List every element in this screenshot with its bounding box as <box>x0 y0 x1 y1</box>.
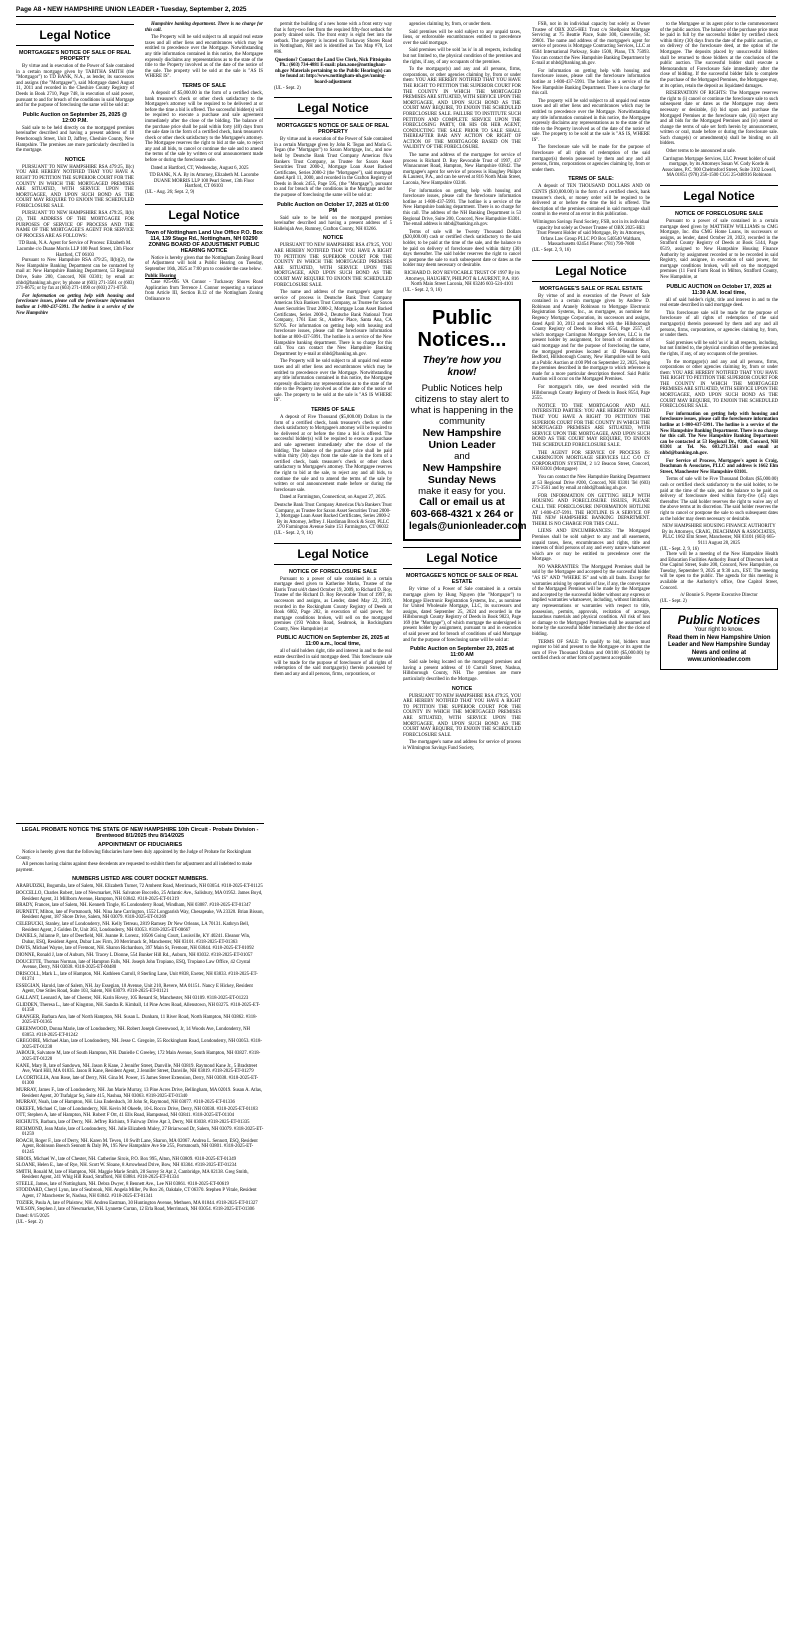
notice-subheading: NOTICE <box>322 235 344 242</box>
notice-paragraph: Said premises will be sold 'as is' in all respects, including but not limited to, the physical condition of the premises and the rights, if any, of any occupants of the premises. <box>403 48 521 65</box>
column-4 <box>403 22 527 754</box>
probate-entry: JABOUR, Salvatore M, late of South Hampton, NH. Danielle C Greeley, 172 Main Avenue, South Hampton, NH 03827. #318-2025-ET-01228 <box>16 1051 261 1062</box>
notice-heading: Town of Nottingham Land Use Office P.O. Box 114, 139 Stage Rd., Nottingham, NH 03290 ZONING BOARD OF ADJUSTMENT PUBLIC HEARING NOTICE <box>145 229 263 254</box>
notice-paragraph: To the mortgagor(s) and any and all persons, firms, corporations or other agencies claiming by, from or under them: YOU ARE HEREBY NOTIFIED THAT YOU HAVE THE RIGHT TO PETITION THE SUPERIOR COURT FOR THE COUNTY IN WHICH THE MORTGAGED PREMISES ARE SITUATED, WITH SERVICE UPON THE MORTGAGEE, AND UPON SUCH BOND AS THE COURT MAY REQUIRE, TO ENJOIN THE SCHEDULED FORECLOSURE SALE. <box>660 359 778 410</box>
notice-paragraph: NOTICE TO THE MORTGAGOR AND ALL INTERESTED PARTIES: YOU ARE HEREBY NOTIFIED THAT YOU HAVE A RIGHT TO PETITION THE SUPERIOR COURT FOR THE COUNTY IN WHICH THE MORTGAGED PREMISES ARE SITUATED, WITH SERVICE UPON THE MORTGAGEE, AND UPON SUCH BOND AS THE COURT MAY REQUIRE, TO ENJOIN THE SCHEDULED FORECLOSURE SALE. <box>532 403 650 448</box>
notice-paragraph: The name and address of the mortgagee's agent for service of process is Deutsche Bank Trust Company Americas f/k/a Bankers Trust Company, as Trustee for Saxon Asset Securities Trust 2000-2, Mortgage Loan Asset Backed Certificates, Series 2000-2, Deutsche Bank National Trust Company, 1761 East St., Andrew Place, Santa Ana, CA 92705. For information on getting help with housing and foreclosure issues, please call the foreclosure information hotline at 800-437-5991. The hotline is a service of the New Hampshire banking department. There is no charge for this call. You can contact the New Hampshire Banking Department by e-mail at nhbd@banking.nh.gov. <box>274 290 392 357</box>
notice-paragraph: THE AGENT FOR SERVICE OF PROCESS IS: CARRINGTON MORTGAGE SERVICES LLC C/O CT CORPORATION SYSTEM, 2 1/2 Beacon Street, Concord, NH 03301 (Mortgagee) <box>532 450 650 473</box>
probate-entry: OKEEFE, Michael C, late of Londonderry, NH. Kevin M Okeefe, 10-L Rocco Drive, Derry, NH 03038. #318-2025-ET-01183 <box>16 1106 258 1112</box>
auction-heading: Public Auction on October 17, 2025 at 01:00 PM <box>277 201 389 214</box>
notice-paragraph: By virtue of and in execution of the Power of Sale contained in a certain mortgage given by Andrew D. Robinson and Aranely Robinson to Mortgage Electronic Registration Systems, Inc., as mortgagee, as nominee for Regency Mortgage Corporation, its successors and assigns, dated April 30, 2013 and recorded with the Hillsborough County Registry of Deeds in Book 8554, Page 2557, of which mortgage Carrington Mortgage Services, LLC is the present holder by assignment, for breach of conditions of said mortgage and for the purpose of foreclosing the same, the mortgaged premises located at 42 Pheasant Run, Bedford, Hillsborough County, New Hampshire will be sold at a Public Auction at 4:00 PM on September 22, 2025, being the premises described in the mortgage to which reference is made for a more particular description thereof. Said Public Auction will occur on the Mortgaged Premises. <box>532 293 650 383</box>
notice-heading: MORTGAGEE'S SALE OF REAL ESTATE <box>539 285 643 292</box>
signature-block: Wilmington Savings Fund Society, FSB, not in its individual capacity but solely as Owner Trustee of OBX 2025-HE1 Trust Present Holder of said Mortgage, By its Attorneys, Orlans Law Group PLLC PO Box 540540 Waltham, Massachusetts 02454 Phone: (781) 790-7800 <box>532 220 650 248</box>
notice-paragraph: For information on getting help with housing and foreclosure issues, please call the foreclosure information hotline at 1-800-437-5991. The hotline is a service of the New Hampshire Banking Department. There is no charge for this call. The New Hampshire Banking Department can be contacted at 53 Regional Dr., #200, Concord, NH 03301 at Tel. No. 603.271.3561 and email at nhbd@banking.nh.gov. <box>660 411 778 456</box>
probate-entry: STEELE, James, late of Nottingham, NH. Debra Dwyer, 8 Bennett Ave., Lee NH 03861. #318-2025-ET-00619 <box>16 1181 229 1187</box>
notice-paragraph: The Property will be sold subject to all unpaid real estate taxes and all other liens and encumbrances which may be entitled to precedence over the Mortgage. Notwithstanding any title information contained in this notice, the Mortgagee expressly disclaims any representations as to the state of the title to the Property involved as of the date of the notice of the sale. The property will be sold at the sale is "AS IS WHERE IS". <box>145 35 263 80</box>
promo-title: Public Notices... <box>417 307 507 352</box>
probate-entry: BURNETT, Milton, late of Portsmouth, NH. Nina Jane Carrington, 1552 Longparish Way, Chesapeake, VA 23320. Brian Bisson, Resident Agent, 187 Shore Drive, Salem, NH 03079. #318-2025-ET-01269 <box>16 909 264 921</box>
notice-paragraph: PURSUANT TO NEW HAMPSHIRE RSA 479:25, II(b)(2), THE ADDRESS OF THE MORTGAGEE FOR PURPOSES OF SERVICE OF PROCESS AND THE NAME OF THE MORTGAGEE'S AGENT FOR SERVICE OF PROCESS ARE AS FOLLOWS: <box>16 211 134 239</box>
promo-title: Public Notices <box>677 613 761 628</box>
notice-paragraph: The name and address of the mortgagee for service of process is Richard D. Roy Revocable Trust of 1997, 437 Winnacunnet Road, Hampton, New Hampshire 03842. The mortgagee's agent for service of process is Haughey Philpot & Laurent, P.A., and can be served at 816 North Main Street, Laconia, New Hampshire 03246. <box>403 153 521 187</box>
promo-make: make it easy for you. <box>418 486 506 498</box>
notice-paragraph: For information on getting help with housing and foreclosure issues, please call the foreclosure information hotline at 1-800-437-5991. The hotline is a service of the New Hampshire banking department. There is no charge for this call. The address of the NH Banking Department is 53 Regional Drive, Suite 200, Concord, New Hampshire 03301. The email address is nhbd@banking.nh.gov. <box>403 188 521 228</box>
legal-notice-title: Legal Notice <box>16 24 134 46</box>
publication-dates: (UL - Sept. 2, 9, 16) <box>274 530 313 536</box>
notice-paragraph: TERMS OF SALE: To qualify to bid, bidders must register to bid and present to the Mortgagee or its agent the sum of Five Thousand Dollars and 00/100 ($5,000.00) by certified check or other form of payment acceptable <box>532 639 650 662</box>
notice-paragraph: FSB, not in its individual capacity but solely as Owner Trustee of OBX 2025-HE1 Trust c/o Shellpoint Mortgage Servicing at 75 Beattie Place, Suite 300, Greenville, SC 29601. The name and address of the mortgagee's agent for service of process is Mortgage Contracting Services, LLC at 6504 International Parkway, Suite 1500, Plano, TX 75093. You can contact the New Hampshire Banking Department by E-mail at nhbd@banking.nh.gov. <box>532 22 650 67</box>
probate-entry: GLIDDEN, Theresa L., late of Kingston, NH. Sandra R. Kimball, 14 Pine Acres Road, Allenstown, NH 03275. #318-2025-ET-01358 <box>16 1002 260 1014</box>
public-notices-promo <box>403 299 527 541</box>
legal-notice-title: Legal Notice <box>274 97 392 119</box>
probate-entry: RICHIUTS, Barbara, late of Derry, NH. Jeffrey Richiuts, 9 Fairway Drive Apt 3, Derry, NH 03038. #318-2025-ET-01335 <box>16 1119 250 1125</box>
notice-paragraph: Said sale being located on the mortgaged premises and having a present address of 10 Carroll Street, Nashua, Hillsborough County, NH. The premises are more particularly described in the Mortgage. <box>403 660 521 683</box>
publication-dates: (UL - Sept. 2, 9, 16) <box>532 247 571 253</box>
notice-heading: NOTICE OF FORECLOSURE SALE <box>288 568 378 575</box>
notice-paragraph: Terms of sale will be Twenty Thousand Dollars ($20,000.00) cash or certified check satisfactory to the said holder, to be paid at the time of the sale, and the balance to be paid on delivery of foreclosure deed within thirty (30) days thereafter. The said holder reserves the right to cancel or postpone the sale to such subsequent date or dates as the holder may deem necessary or desirable. <box>403 229 521 269</box>
promo-publication: New Hampshire Sunday News <box>422 462 502 487</box>
signature-block: RICHARD D. ROY REVOCABLE TRUST OF 1997 By its Attorneys, HAUGHEY, PHILPOT & LAURENT, P.A. 816 North Main Street Laconia, NH 03246 603-524-4101 <box>404 270 520 288</box>
probate-subheading: NUMBERS LISTED ARE COURT DOCKET NUMBERS. <box>72 876 208 883</box>
column-1 <box>16 22 134 318</box>
probate-entry: RICHMOND, Jean Marie, late of Londonderry, NH. Julie Elizabeth Muley, 27 Briarwood Dr, Salem, NH 03079. #318-2025-ET-01259 <box>16 1126 264 1138</box>
notice-paragraph: all of said holder's right, title and interest in and to the real estate described in said mortgage deed. <box>660 297 778 309</box>
column-2 <box>145 22 263 304</box>
probate-entry: SLOANE, Helen E., late of Rye, NH. Scott W. Sloane, 8 Arrowhead Drive, Bow, NH 03304. #318-2025-ET-01234 <box>16 1163 237 1169</box>
notice-paragraph: PURSUANT TO NEW HAMPSHIRE RSA 479:25, YOU ARE HEREBY NOTIFIED THAT YOU HAVE A RIGHT TO PETITION THE SUPERIOR COURT FOR THE COUNTY IN WHICH THE MORTGAGED PREMISES ARE SITUATED, WITH SERVICE UPON THE MORTGAGEE, AND UPON SUCH BOND AS THE COURT MAY REQUIRE TO ENJOIN THE SCHEDULED FORECLOSURE SALE. <box>274 243 392 288</box>
notice-heading: MORTGAGEE'S NOTICE OF SALE OF REAL ESTATE <box>405 573 519 586</box>
probate-intro: All persons having claims against these decedents are requested to exhibit them for adjustment and all indebted to make payment. <box>16 862 253 873</box>
notice-paragraph: You can contact the New Hampshire Banking Department at 53 Regional Drive #200, Concord, NH 03301 Tel (603) 271-3561 and by email at nhbd@banking.nh.gov. <box>532 474 650 492</box>
publication-dates: (UL - Sept. 2) <box>274 85 301 91</box>
promo-body: Public Notices help citizens to stay alert to what is happening in the community <box>410 383 514 428</box>
terms-heading: TERMS OF SALE: <box>568 176 614 183</box>
notice-paragraph: to the Mortgagee or its agent prior to the commencement of the public auction. The balance of the purchase price must be paid in full by the successful bidder by certified check within thirty (30) days from the date of the public auction, or on delivery of the foreclosure deed, at the option of the Mortgagee. The deposits placed by unsuccessful bidders shall be returned to those bidders at the conclusion of the public auction. The successful bidder shall execute a Memorandum of Foreclosure Sale immediately after the close of bidding. If the successful bidder fails to complete the purchase of the Mortgaged Premises, the Mortgagee may, at its option, retain the deposit as liquidated damages. <box>660 22 778 89</box>
probate-dated: Dated: 8/15/2025 <box>16 1213 50 1219</box>
column-5 <box>532 22 650 664</box>
notice-paragraph: Case #25-005 VA Connor - Tuckaway Shores Road Application from Terrence J. Connor requesting a variance from Article III, Section B.12 of the Nottingham Zoning Ordinance to <box>145 280 263 302</box>
publication-dates: (UL - Sept. 2, 9, 16) <box>403 287 442 293</box>
probate-entry: DIONNE, Ronald J, late of Auburn, NH. Tracey L Dionne, 554 Bunker Hill Rd., Auburn, NH 03032. #318-2025-ET-01057 <box>16 952 253 958</box>
notice-paragraph: PURSUANT TO NEW HAMPSHIRE RSA 479:25, II(c) YOU ARE HEREBY NOTIFIED THAT YOU HAVE A RIGHT TO PETITION THE SUPERIOR COURT FOR THE COUNTY IN WHICH THE MORTGAGED PREMISES ARE SITUATED, WITH SERVICE UPON THE MORTGAGEE, AND UPON SUCH BOND AS THE COURT MAY REQUIRE TO ENJOIN THE SCHEDULED FORECLOSURE SALE. <box>16 164 134 209</box>
probate-entry: BOCCELLO, Charles Robert, late of Newmarket, NH. Salvatore Boccello, 25 Atlantic Ave., Salisbury, MA 01952. James Boyd, Resident Agent, 31 Millborn Avenue, Hampton, NH 03842. #318-2025-ET-01319 <box>16 890 263 902</box>
probate-entry: DAVIS, Michael Wayne, late of Fremont, NH. Sharon Richardson, 397 Main St, Fremont, NH 03044. #318-2025-ET-01092 <box>16 946 254 952</box>
signature-block: NEW HAMPSHIRE HOUSING FINANCE AUTHORITY By its Attorneys, CRAIG, DEACHMAN & ASSOCIATES, PLLC 1662 Elm Street, Manchester, NH 03101 (603) 665-9111 August 28, 2025 <box>661 524 777 546</box>
notice-paragraph: Said premises will be sold 'as is' in all respects, including, but not limited to, the physical condition of the premises and the rights, if any, of any occupants of the premises. <box>660 340 778 357</box>
notice-paragraph: Said sale to be held on the mortgaged premises hereinafter described and having a present address of 5 Hallelujah Ave, Rumney, Grafton County, NH 03266. <box>274 215 392 232</box>
publication-dates: (UL - Sept. 2, 9, 16) <box>660 546 699 552</box>
publication-dates: (UL - Sept. 2) <box>660 598 687 604</box>
promo-tagline: They're how you know! <box>422 355 502 379</box>
notice-paragraph: Terms of sale will be Five Thousand Dollars ($5,000.00) cash or certified check satisfactory to the said holder, to be paid at the time of the sale, and the balance to be paid on delivery of foreclosure deed within forty-five (45) days thereafter. The said holder reserves the right to waive any of the above terms at its discretion. The said holder reserves the right to cancel or postpone the sale to such subsequent dates as the holder may deem necessary or desirable. <box>660 477 778 522</box>
notice-paragraph: For information on getting help with housing and foreclosure issues, please call the foreclosure information hotline at 1-800-437-5991. The hotline is a service of the New Hampshire <box>16 293 134 316</box>
notice-paragraph: LIENS AND ENCUMBRANCES: The Mortgaged Premises shall be sold subject to any and all easements, unpaid taxes, liens, encumbrances and rights, title and interests of third persons of any and every nature whatsoever which are or may be entitled to precedence over the Mortgage. <box>532 529 650 563</box>
promo-and: and <box>454 451 470 463</box>
probate-entry: TOZIER, Paula A, late of Plaistow, NH. Andrea Eastman, 30 Huntington Avenue, Methuen, MA 01844. #318-2025-ET-01327 <box>16 1200 258 1206</box>
publication-dates: (UL - Sept. 2) <box>16 1220 43 1226</box>
notice-paragraph: all of said holders right, title and interest in and to the real estate described in said mortgage deed. This foreclosure sale will be made for the purpose of foreclosure of all rights of redemption of the said mortgagor(s) therein possessed by them and any and all persons, firms, corporations, or <box>274 649 392 677</box>
notice-paragraph: To the mortgagor(s) and any and all persons, firms, corporations, or other agencies claiming by, from or under them: YOU ARE HEREBY NOTIFIED THAT YOU HAVE THE RIGHT TO PETITION THE SUPERIOR COURT FOR THE COUNTY IN WHICH THE MORTGAGED PREMISES ARE SITUATED, WITH SERVICE UPON THE MORTGAGEE, AND UPON SUCH BOND AS THE COURT MAY REQUIRE, TO ENJOIN THE SCHEDULED FORECLOSURE SALE. FAILURE TO INSTITUTE SUCH PETITION AND COMPLETE SERVICE UPON THE FORECLOSING PARTY, OR HIS OR HER AGENT, CONDUCTING THE SALE PRIOR TO SALE SHALL THEREAFTER BAR ANY ACTION OR RIGHT OF ACTION OF THE MORTGAGOR BASED ON THE VALIDITY OF THE FORECLOSURE. <box>403 67 521 151</box>
auction-heading: PUBLIC AUCTION on October 17, 2025 at 11:30 A.M. local time, <box>666 283 772 296</box>
probate-notice <box>16 820 264 1227</box>
notice-paragraph: By virtue and in execution of the Power of Sale contained in a certain Mortgage given by John R. Tegan and Maria G. Tegan (the "Mortgagor") to Saxon Mortgage, Inc., and now held by Deutsche Bank Trust Company Americas f/k/a Bankers Trust Company, as Trustee for Saxon Asset Securities Trust 2000-2, Mortgage Loan Asset Backed Certificates, Series 2000-2 (the "Mortgagee"), said mortgage dated April 11, 2000, and recorded in the Grafton Registry of Deeds in Book 2455, Page 595, (the "Mortgage"), pursuant to and for breach of the conditions in the Mortgage and for the purpose of foreclosing the same will be sold at: <box>274 137 392 199</box>
notice-paragraph: Said sale to be held directly on the mortgaged premises hereinafter described and having a present address of 18 Peterborough Street, Unit D, Jaffrey, Cheshire County, New Hampshire. The premises are more particularly described in the mortgage. <box>16 125 134 154</box>
notice-paragraph: A deposit of $5,000.00 in the form of a certified check, bank treasurer's check or other check satisfactory to the Mortgagee's attorney will be required to be delivered at or before the time a bid is offered. The successful bidder(s) will be required to execute a purchase and sale agreement immediately after the close of the bidding. The balance of the purchase price shall be paid within forty (40) days from the sale date in the form of a certified check, bank treasurer's check or other check satisfactory to the Mortgagee's attorney. The Mortgagee reserves the right to bid at the sale, to reject any and all bids, to cancel or continue the sale and to amend the terms of the sale by written or oral announcement made before or during the foreclosure sale. <box>145 90 263 164</box>
legal-notice-title: Legal Notice <box>532 260 650 282</box>
notice-paragraph: Dated at Hartford, CT, Wednesday, August 6, 2025 <box>151 165 249 171</box>
auction-heading: PUBLIC AUCTION on September 26, 2025 at 11:00 a.m., local time, <box>276 635 390 648</box>
terms-heading: TERMS OF SALE <box>311 407 355 414</box>
public-notices-footer-promo <box>660 608 778 670</box>
notice-paragraph: This foreclosure sale will be made for the purpose of foreclosure of all rights of redemption of the said mortgagor(s) therein possessed by them and any and all persons, firms, corporations, or agencies claiming by, from, or under them. <box>660 310 778 339</box>
probate-list <box>16 884 264 1212</box>
auction-heading: Public Auction on September 25, 2025 @ 12:00 P.M. <box>22 111 128 124</box>
probate-entry: GREENWOOD, Donna Marie, late of Londonderry, NH. Robert Joseph Greenwood, Jr, 14 Woods Ave, Londonderry, NH 03053. #318-2025-ET-01242 <box>16 1027 251 1038</box>
notice-paragraph: For Service of Process, Mortgagee's agent is Craig, Deachman & Associates, PLLC and address is 1662 Elm Street, Manchester New Hampshire 03101. <box>660 458 778 475</box>
notice-paragraph: Pursuant to a power of sale contained in a certain mortgage deed given to Katherine Marks, Trustee of the Harris Trust u/d/t dated October 19, 2009, to Richard D. Roy, Trustee of the Richard D. Roy Revocable Trust of 1997, its successors and assigns, as Lender, dated May 22, 2019, recorded in the Rockingham County Registry of Deeds at Book 6002, Page 282, in execution of said power, for mortgage conditions broken, will sell on the mortgaged premises (193 Walton Road, Seabrook, in Rockingham County, New Hampshire) at <box>274 576 392 632</box>
probate-entry: DANIELS, Julianne P., late of Deerfield, NH. Joanne R. Lorenz, 10506 Going Court, Louisville, KY 40241. Eleanor Win, Dubar, ESQ, Resident Agent, Dubar Law Firm, 20 Merrimack St, Manchester, NH 03101. #318-2025-ET-01363 <box>16 934 251 945</box>
legal-notice-title: Legal Notice <box>274 543 392 565</box>
probate-entry: ARABUDZKI, Bogumila, late of Salem, NH. Elizabeth Turner, 72 Amherst Road, Merrimack, NH 03054. #318-2025-ET-01125 <box>16 884 263 890</box>
probate-entry: WILSON, Stephen J, late of Newmarket, NH. Lynnette Curran, 12 Erla Road, Merrimack, NH 03054. #318-2025-ET-01306 <box>16 1207 255 1213</box>
notice-heading: MORTGAGEE'S NOTICE OF SALE OF REAL PROPERTY <box>276 123 390 136</box>
probate-entry: SIROIS, Michael W., late of Chester, NH. Catherine Sirois, P.O. Box 995, Alton, NH 03809. #318-2025-ET-01349 <box>16 1156 237 1162</box>
legal-notice-title: Legal Notice <box>145 204 263 226</box>
probate-entry: MURRAY, James F., late of Londonderry, NH. Jan Marie Murray, 13 Pine Acres Drive, Bellingham, MA 02019. Susan A. Atlas, Resident Agent, 20 Trafalgar Sq, Suite 415, Nashua, NH 03063. #318-2025-ET-01340 <box>16 1087 263 1099</box>
probate-entry: ESSEGIAN, Harold, late of Salem, NH. Jay Essegian, 10 Avenue, Unit 210, Revere, MA 01151. Nancy E Hickey, Resident Agent, One Stiles Road, Suite 103, Salem, NH 03079. #318-2025-ET-01121 <box>16 983 253 995</box>
probate-entry: MURRAY, Noah, late of Hampton, NH. Lisa Endenbach, 30 John St, Raymond, NH 03077. #318-2025-ET-01336 <box>16 1100 235 1106</box>
notice-paragraph: A deposit of Five Thousand ($5,000.00) Dollars in the form of a certified check, bank treasurer's check or other check satisfactory to Mortgagee's attorney will be required to be delivered at or before the time a bid is offered. The successful bidder(s) will be required to execute a purchase and sale agreement immediately after the close of the bidding. The balance of the purchase price shall be paid within thirty (30) days from the sale date in the form of a certified check, bank treasurer's check or other check satisfactory to Mortgagee's attorney. The Mortgagee reserves the right to bid at the sale, to reject any and all bids, to continue the sale and to amend the terms of the sale by written or oral announcement made before or during the foreclosure sale. <box>274 415 392 493</box>
notice-paragraph: A deposit of TEN THOUSAND DOLLARS AND 00 CENTS ($10,000.00) in the form of a certified check, bank treasurer's check, or money order will be required to be delivered at or before the time the bid is offered. The description of the premises contained in said mortgage shall control in the event of an error in this publication. <box>532 184 650 218</box>
notice-paragraph: RESERVATION OF RIGHTS: The Mortgagee reserves the right to (i) cancel or continue the foreclosure sale to such subsequent date or dates as the Mortgagee may deem necessary or desirable, (ii) bid upon and purchase the Mortgaged Premises at the foreclosure sale, (iii) reject any and all bids for the Mortgaged Premises and (iv) amend or change the terms of sale set forth herein by announcement, written or oral, made before or during the foreclosure sale. Such change(s) or amendment(s) shall be binding on all bidders. <box>660 91 778 147</box>
notice-paragraph: Other terms to be announced at sale. <box>666 149 736 155</box>
notice-paragraph: NO WARRANTIES: The Mortgaged Premises shall be sold by the Mortgagee and accepted by the successful bidder "AS IS" AND "WHERE IS" and with all faults. Except for warranties arising by operation of law, if any, the conveyance of the Mortgaged Premises will be made by the Mortgagee and accepted by the successful bidder without any express or implied warranties whatsoever, including, without limitation, any representations or warranties with respect to title, possession, permits, approvals, recitation of acreage, hazardous materials and physical condition. All risk of loss or damage to the Mortgaged Premises shall be assumed and borne by the successful bidder immediately after the close of bidding. <box>532 564 650 637</box>
probate-entry: BRADY, Frances, late of Salem, NH. Kenneth Tingle, 85 Londonderry Road, Windham, NH 03087. #318-2025-ET-01347 <box>16 903 251 909</box>
signature-block: Carrington Mortgage Services, LLC Present holder of said mortgage, by its Attorneys Susan W. Cody Korde & Associates, P.C. 900 Chelmsford Street, Suite 3102 Lowell, MA 01851 (978) 256-1500 CGG 25-048916 Robinson <box>661 156 777 179</box>
notice-paragraph: The Property will be sold subject to all unpaid real estate taxes and all other liens and encumbrances which may be entitled to precedence over the Mortgage. Notwithstanding any title information contained in this notice, the Mortgagee expressly disclaims any representations as to the state of the title to the Property involved as of the date of the notice of sale. The property to be sold at the sale is "AS IS WHERE IS". <box>274 359 392 404</box>
legal-notice-title: Legal Notice <box>660 185 778 207</box>
header-rule <box>16 16 776 17</box>
notice-paragraph: agencies claiming by, from, or under them. <box>409 22 492 27</box>
probate-entry: KANE, Mary R, late of Sandown, NH. Jason R Kane, 2 Jennifer Street, Danville, NH 03819. Raymond Kane Jr., 5 Bradstreet Ave, Ward Hill, MA 01835. Jason R Kane, Resident Agent, 2 Jennifer Street, Danville, NH 03819. #318-2025-ET-01279 <box>16 1063 258 1075</box>
column-6 <box>660 22 778 670</box>
probate-entry: GREGOIRE, Michael Alan, late of Londonderry, NH. Jesse C. Gregoire, 55 Rockingham Road, Londonderry, NH 03053. #318-2025-ET-01238 <box>16 1039 262 1050</box>
terms-heading: TERMS OF SALE <box>182 82 226 89</box>
agent-address: TD Bank, N.A. Agent for Service of Process: Elizabeth M. Lacombe c/o Duane Morris LLP 100 Pearl Street, 13th Floor Hartford, CT 06103 <box>16 241 134 258</box>
promo-line: Your right to know. <box>694 627 744 634</box>
notice-paragraph: Said premises will be sold subject to any unpaid taxes, liens, or enforceable encumbrances entitled to precedence over the said mortgage. <box>403 29 521 46</box>
notice-paragraph: There will be a meeting of the New Hampshire Health and Education Facilities Authority Board of Directors held at One Capitol Street, Suite 200, Concord, New Hampshire, on Tuesday, September 9, 2025 at 9:30 a.m., EST. The meeting will be open to the public. The agenda for this meeting is available at the Authority's office, One Capitol Street, Concord. <box>660 552 778 591</box>
probate-entry: OTT, Stephen A, late of Hampton, NH. Robert F Ott, 41 Ells Road, Hampstead, NH 03841. #318-2025-ET-01104 <box>16 1113 235 1119</box>
promo-line: Read them in New Hampshire Union Leader and New Hampshire Sunday News and online at www.unionleader.com <box>667 634 771 664</box>
notice-paragraph: Pursuant to New Hampshire RSA 479:25, II(b)(2), the New Hampshire Banking Department can be contacted by mail at: New Hampshire Banking Department, 53 Regional Drive, Suite 200, Concord, NH 03301; by email at: nhbd@banking.nh.gov; by phone at (603) 271-3561 or (603) 271-8675; or by fax at (603) 271-1090 or (603) 271-0750. <box>16 258 134 292</box>
notice-paragraph: The mortgagee's name and address for service of process is Wilmington Savings Fund Society, <box>403 740 521 751</box>
notice-subheading: NOTICE <box>64 156 86 163</box>
promo-publication: New Hampshire Union Leader <box>422 427 502 452</box>
probate-entry: LA CORTIGLIA, Ann Rose, late of Derry, NH. Gina M. Power, 15 James Street Extension, Derry, NH 03038. #318-2025-ET-01300 <box>16 1075 259 1087</box>
notice-paragraph: Pursuant to a power of sale contained in a certain mortgage deed given by MATTHEW WILLIAMS to CMG Mortgage, Inc. dba CMG Home Loans, its successors or assigns, as lender, dated October 20, 2023, recorded in the Strafford County Registry of Deeds at Book 5144, Page 0519, assigned to New Hampshire Housing Finance Authority by assignment recorded or to be recorded in said Registry, said assignee, in execution of said power, for mortgage conditions broken, will sell on the mortgaged premises (11 Ford Farm Road in Milton, Strafford County, New Hampshire, at <box>660 219 778 280</box>
notice-paragraph: FOR INFORMATION ON GETTING HELP WITH HOUSING AND FORECLOSURE ISSUES, PLEASE CALL THE FORECLOSURE INFORMATION HOTLINE AT 1-800-437-5991. THE HOTLINE IS A SERVICE OF THE NEW HAMPSHIRE BANKING DEPARTMENT. THERE IS NO CHARGE FOR THIS CALL. <box>532 493 650 527</box>
legal-notice-title: Legal Notice <box>403 547 521 569</box>
notice-heading: NOTICE OF FORECLOSURE SALE <box>674 211 764 218</box>
notice-paragraph: By virtue and in execution of the Power of Sale contained in a certain mortgage given by TABITHA SMITH (the "Mortgagor") to TD BANK, N.A., as lender, its successors and assigns (the "Mortgagee"), said Mortgage dated August 11, 2011 and recorded in the Cheshire County Registry of Deeds in Book 2710, Page 748, in execution of said power, pursuant to and for breach of the conditions in said Mortgage and for the purpose of foreclosing the same will be sold at: <box>16 64 134 109</box>
probate-entry: GRANGER, Barbara Ann, late of North Hampton, NH. Susan L. Dunham, 11 River Road, North Hampton, NH 03862. #318-2025-ET-01365 <box>16 1014 258 1026</box>
notice-paragraph: The property will be sold subject to all unpaid real estate taxes and all other liens and encumbrances which may be entitled to precedence over the Mortgage. Notwithstanding any title information contained in this notice, the Mortgagee expressly disclaims any representations as to the state of the title to the Property involved as of the date of the notice of sale. The property to be sold at the sale is "AS IS, WHERE IS". <box>532 98 650 143</box>
signature-block: Deutsche Bank Trust Company Americas f/k/a Bankers Trust Company, as Trustee for Saxon Asset Securities Trust 2000-2, Mortgage Loan Asset Backed Certificates, Series 2000-2 By its Attorney, Jeffrey J. Hardiman Brock & Scott, PLLC 270 Farmington Avenue Suite 151 Farmington, CT 06032 <box>274 502 392 531</box>
publication-dates: (UL - Aug. 26; Sept. 2, 9) <box>145 190 195 196</box>
page-header: Page A8 • NEW HAMPSHIRE UNION LEADER • Tuesday, September 2, 2025 <box>16 6 247 13</box>
notice-paragraph: For mortgagor's title, see deed recorded with the Hillsborough County Registry of Deeds in Book 8554, Page 2555. <box>532 385 650 402</box>
probate-heading: LEGAL PROBATE NOTICE THE STATE OF NEW HAMPSHIRE 10th Circuit - Probate Division - Brentwood 8/1/2025 thru 8/14/2025 <box>16 823 264 839</box>
notice-paragraph: The foreclosure sale will be made for the purpose of foreclosure of all rights of redemption of the said mortgagor(s) therein possessed by them and any and all persons, firms, corporations or agencies claiming by, from or under them. <box>532 145 650 173</box>
notice-paragraph: Hampshire banking department. There is no charge for this call. <box>145 22 263 33</box>
notice-subheading: NOTICE <box>451 685 473 692</box>
probate-entry: ROACH, Roger F., late of Derry, NH. Karen M. Teven, 10 Swift Lane, Sharon, MA 02067. Andrea L. Sennott, ESQ, Resident Agent, Robinson Boesch Sennott & Daly PA, 195 New Hampshire Ave Ste 255, Portsmouth, NH 03801. #318-2025-ET-01245 <box>16 1138 258 1155</box>
probate-entry: DOUCETTE, Thomas Norman, late of Hampton Falls, NH. Joseph John Tropiano, ESQ, Tropiano Law Office, 42 Crystal Avenue, Derry, NH 03038. #318-2025-ET-00480 <box>16 959 251 971</box>
notice-paragraph: Notice is hereby given that the Nottingham Zoning Board of Adjustment will hold a Public Hearing on Tuesday, September 16th, 2025 at 7:00 pm to consider the case below. <box>145 255 263 272</box>
notice-paragraph: By virtue of a Power of Sale contained in a certain mortgage given by Hung Nguyen (the "Mortgagor") to Mortgage Electronic Registration Systems, Inc., as nominee for United Wholesale Mortgage, LLC, its successors and assigns, dated September 25, 2024 and recorded in the Hillsborough County Registry of Deeds in Book 9823, Page 169 (the "Mortgage"), of which mortgage the undersigned is present holder by assignment, pursuant to and in execution of said power and for breach of conditions of said Mortgage and for the purpose of foreclosing same will be sold at: <box>403 587 521 643</box>
probate-entry: DRISCOLL, Mark L., late of Hampton, NH. Kathleen Carroll, 8 Sterling Lane, Unit #838, Exeter, NH 03833. #318-2025-ET-01374 <box>16 971 258 983</box>
auction-heading: Public Auction on September 23, 2025 at 11:00 AM <box>410 646 514 659</box>
promo-contact[interactable]: Call or email us at 603-668-4321 x 264 or legals@unionleader.com <box>409 497 527 533</box>
signature-block: /s/ Bonnie S. Payette Executive Director <box>680 593 758 599</box>
column-3 <box>274 22 392 679</box>
contact-block: Questions? Contact the Land Use Clerk, Nick Pittsiquito Ph.: (603) 734-4881 E-mail: plan.zone@nottingham-nh.gov Materials pertaining to the Public Hearing(s) can be found at: http://www.nottingham-nh.gov/zoning-board-adjustment <box>275 57 391 85</box>
probate-entry: SMITH, Ronald M, late of Hampton, NH. Maggie Marie Smith, 28 Surrey St Apt 2, Cambridge, MA 02138. Greg Smith, Resident Agent, 241 Whig Hill Road, Strafford, NH 03884. #318-2025-ET-01334 <box>16 1169 249 1181</box>
probate-entry: GALLANT, Leonard A, late of Chester, NH. Karin Hovey, 105 Renard St, Manchester, NH 03109. #318-2025-ET-01223 <box>16 996 249 1002</box>
notice-paragraph: Dated at Farmington, Connecticut, on August 27, 2025. <box>280 495 387 501</box>
probate-intro: Notice is hereby given that the following fiduciaries have been duly appointed by the Judge of Probate for Rockingham County. <box>16 850 252 861</box>
notice-paragraph: permit the building of a new home with a front entry way that is forty-two feet from the required fifty-foot setback for poorly drained soils. The front entry is eight feet into the setback. The property is located on Tuckaway Shores Road in Nottingham, NH and is identified as Tax Map #70, Lot #86. <box>274 22 392 55</box>
signature-block: TD BANK, N.A. By its Attorney, Elizabeth M. Lacombe DUANE MORRIS LLP 100 Pearl Street, 13th Floor Hartford, CT 06103 <box>149 173 259 190</box>
notice-paragraph: For information on getting help with housing and foreclosure issues, please call the foreclosure information hotline at 1-800-437-5991. The hotline is a service of the New Hampshire Banking Department. There is no charge for this call. <box>532 68 650 97</box>
hearing-heading: Public Hearing <box>145 274 177 280</box>
probate-entry: STODDARD, Cheryl Lynn, late of Seabrook, NH. Angela Miller, Po Box 26, Oakdale, CT 06370. Stephen P Vitale, Resident Agent, 17 Manchester St, Nashua, NH 03842. #318-2025-ET-01341 <box>16 1188 257 1200</box>
notice-heading: MORTGAGEE'S NOTICE OF SALE OF REAL PROPERTY <box>18 50 132 62</box>
notice-paragraph: PURSUANT TO NEW HAMPSHIRE RSA 479:25, YOU ARE HEREBY NOTIFIED THAT YOU HAVE A RIGHT TO PETITION THE SUPERIOR COURT FOR THE COUNTY IN WHICH THE MORTGAGED PREMISES ARE SITUATED, WITH SERVICE UPON THE MORTGAGEE, AND UPON SUCH BOND AS THE COURT MAY REQUIRE, TO ENJOIN THE SCHEDULED FORECLOSURE SALE. <box>403 693 521 738</box>
probate-subheading: APPOINTMENT OF FIDUCIARIES <box>97 842 183 848</box>
probate-entry: CELEBUCKI, Stanley, late of Londonderry, NH. Kelly Tetreau, 2819 Ramsey Dr New Orleans, LA 70131. Kathryn Bell, Resident Agent, 2 Golden Dr, Unit 363, Londonderry, NH 03053. #318-2025-ET-00667 <box>16 921 250 933</box>
